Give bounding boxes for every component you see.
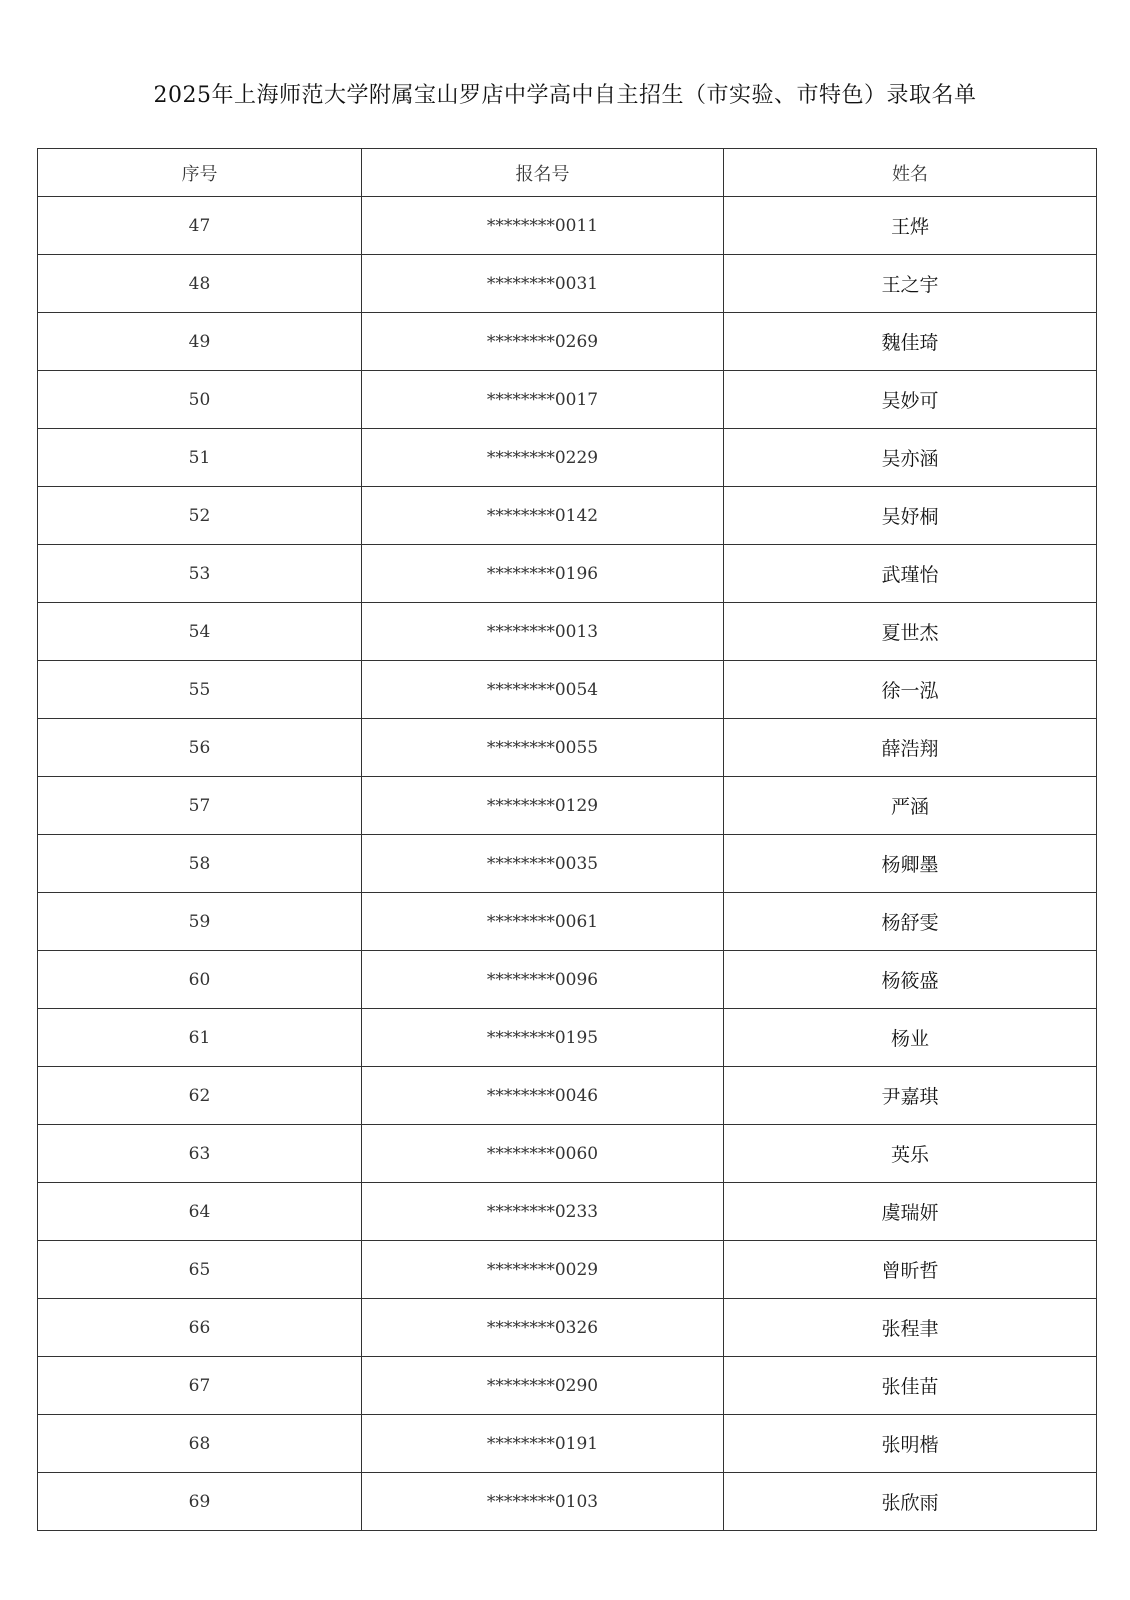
cell-reg-number: ********0031: [362, 255, 724, 313]
table-row: [38, 893, 1097, 951]
cell-name: 杨业: [724, 1009, 1097, 1067]
table-row: [38, 255, 1097, 313]
cell-name: 杨舒雯: [724, 893, 1097, 951]
cell-reg-number: ********0233: [362, 1183, 724, 1241]
cell-seq: 63: [38, 1125, 362, 1183]
cell-reg-number: ********0326: [362, 1299, 724, 1357]
cell-seq: 56: [38, 719, 362, 777]
table-row: [38, 313, 1097, 371]
cell-name: 虞瑞妍: [724, 1183, 1097, 1241]
cell-name: 王之宇: [724, 255, 1097, 313]
cell-seq: 47: [38, 197, 362, 255]
cell-seq: 48: [38, 255, 362, 313]
cell-name: 吴妙可: [724, 371, 1097, 429]
cell-name: 英乐: [724, 1125, 1097, 1183]
admission-table: [37, 148, 1097, 1531]
table-row: [38, 487, 1097, 545]
cell-reg-number: ********0061: [362, 893, 724, 951]
cell-seq: 59: [38, 893, 362, 951]
table-row: [38, 1357, 1097, 1415]
cell-name: 张程聿: [724, 1299, 1097, 1357]
cell-reg-number: ********0290: [362, 1357, 724, 1415]
cell-reg-number: ********0035: [362, 835, 724, 893]
cell-seq: 62: [38, 1067, 362, 1125]
cell-reg-number: ********0103: [362, 1473, 724, 1531]
table-row: [38, 545, 1097, 603]
cell-reg-number: ********0229: [362, 429, 724, 487]
table-row: [38, 371, 1097, 429]
cell-seq: 67: [38, 1357, 362, 1415]
table-row: [38, 1415, 1097, 1473]
cell-name: 王烨: [724, 197, 1097, 255]
cell-reg-number: ********0195: [362, 1009, 724, 1067]
table-row: [38, 1241, 1097, 1299]
cell-reg-number: ********0060: [362, 1125, 724, 1183]
cell-name: 徐一泓: [724, 661, 1097, 719]
table-row: [38, 1473, 1097, 1531]
cell-reg-number: ********0054: [362, 661, 724, 719]
cell-name: 严涵: [724, 777, 1097, 835]
cell-seq: 61: [38, 1009, 362, 1067]
cell-name: 尹嘉琪: [724, 1067, 1097, 1125]
cell-seq: 53: [38, 545, 362, 603]
cell-seq: 55: [38, 661, 362, 719]
cell-name: 夏世杰: [724, 603, 1097, 661]
cell-name: 曾昕哲: [724, 1241, 1097, 1299]
cell-reg-number: ********0029: [362, 1241, 724, 1299]
cell-name: 薛浩翔: [724, 719, 1097, 777]
table-header-row: [38, 149, 1097, 197]
table-row: [38, 603, 1097, 661]
cell-reg-number: ********0129: [362, 777, 724, 835]
cell-name: 魏佳琦: [724, 313, 1097, 371]
table-row: [38, 777, 1097, 835]
header-seq: 序号: [38, 149, 362, 197]
cell-reg-number: ********0191: [362, 1415, 724, 1473]
table-row: [38, 1009, 1097, 1067]
cell-seq: 52: [38, 487, 362, 545]
cell-seq: 58: [38, 835, 362, 893]
cell-seq: 51: [38, 429, 362, 487]
cell-reg-number: ********0046: [362, 1067, 724, 1125]
table-row: [38, 1299, 1097, 1357]
cell-name: 吴亦涵: [724, 429, 1097, 487]
page-title: 2025年上海师范大学附属宝山罗店中学高中自主招生（市实验、市特色）录取名单: [153, 83, 977, 108]
cell-seq: 68: [38, 1415, 362, 1473]
cell-seq: 57: [38, 777, 362, 835]
table-row: [38, 835, 1097, 893]
cell-reg-number: ********0011: [362, 197, 724, 255]
table-body: [38, 197, 1097, 1531]
cell-name: 武瑾怡: [724, 545, 1097, 603]
table-row: [38, 661, 1097, 719]
table-row: [38, 1183, 1097, 1241]
cell-seq: 65: [38, 1241, 362, 1299]
cell-seq: 49: [38, 313, 362, 371]
table-row: [38, 719, 1097, 777]
cell-seq: 66: [38, 1299, 362, 1357]
cell-reg-number: ********0055: [362, 719, 724, 777]
cell-name: 张明楷: [724, 1415, 1097, 1473]
cell-seq: 60: [38, 951, 362, 1009]
cell-reg-number: ********0013: [362, 603, 724, 661]
cell-seq: 50: [38, 371, 362, 429]
cell-name: 杨卿墨: [724, 835, 1097, 893]
table-row: [38, 429, 1097, 487]
cell-seq: 54: [38, 603, 362, 661]
cell-name: 张欣雨: [724, 1473, 1097, 1531]
cell-name: 张佳苗: [724, 1357, 1097, 1415]
table-row: [38, 1067, 1097, 1125]
cell-reg-number: ********0269: [362, 313, 724, 371]
table-row: [38, 197, 1097, 255]
header-reg-number: 报名号: [362, 149, 724, 197]
cell-seq: 64: [38, 1183, 362, 1241]
table-row: [38, 951, 1097, 1009]
cell-name: 吴妤桐: [724, 487, 1097, 545]
cell-name: 杨筱盛: [724, 951, 1097, 1009]
cell-reg-number: ********0142: [362, 487, 724, 545]
cell-reg-number: ********0196: [362, 545, 724, 603]
table-row: [38, 1125, 1097, 1183]
cell-seq: 69: [38, 1473, 362, 1531]
cell-reg-number: ********0096: [362, 951, 724, 1009]
header-name: 姓名: [724, 149, 1097, 197]
cell-reg-number: ********0017: [362, 371, 724, 429]
